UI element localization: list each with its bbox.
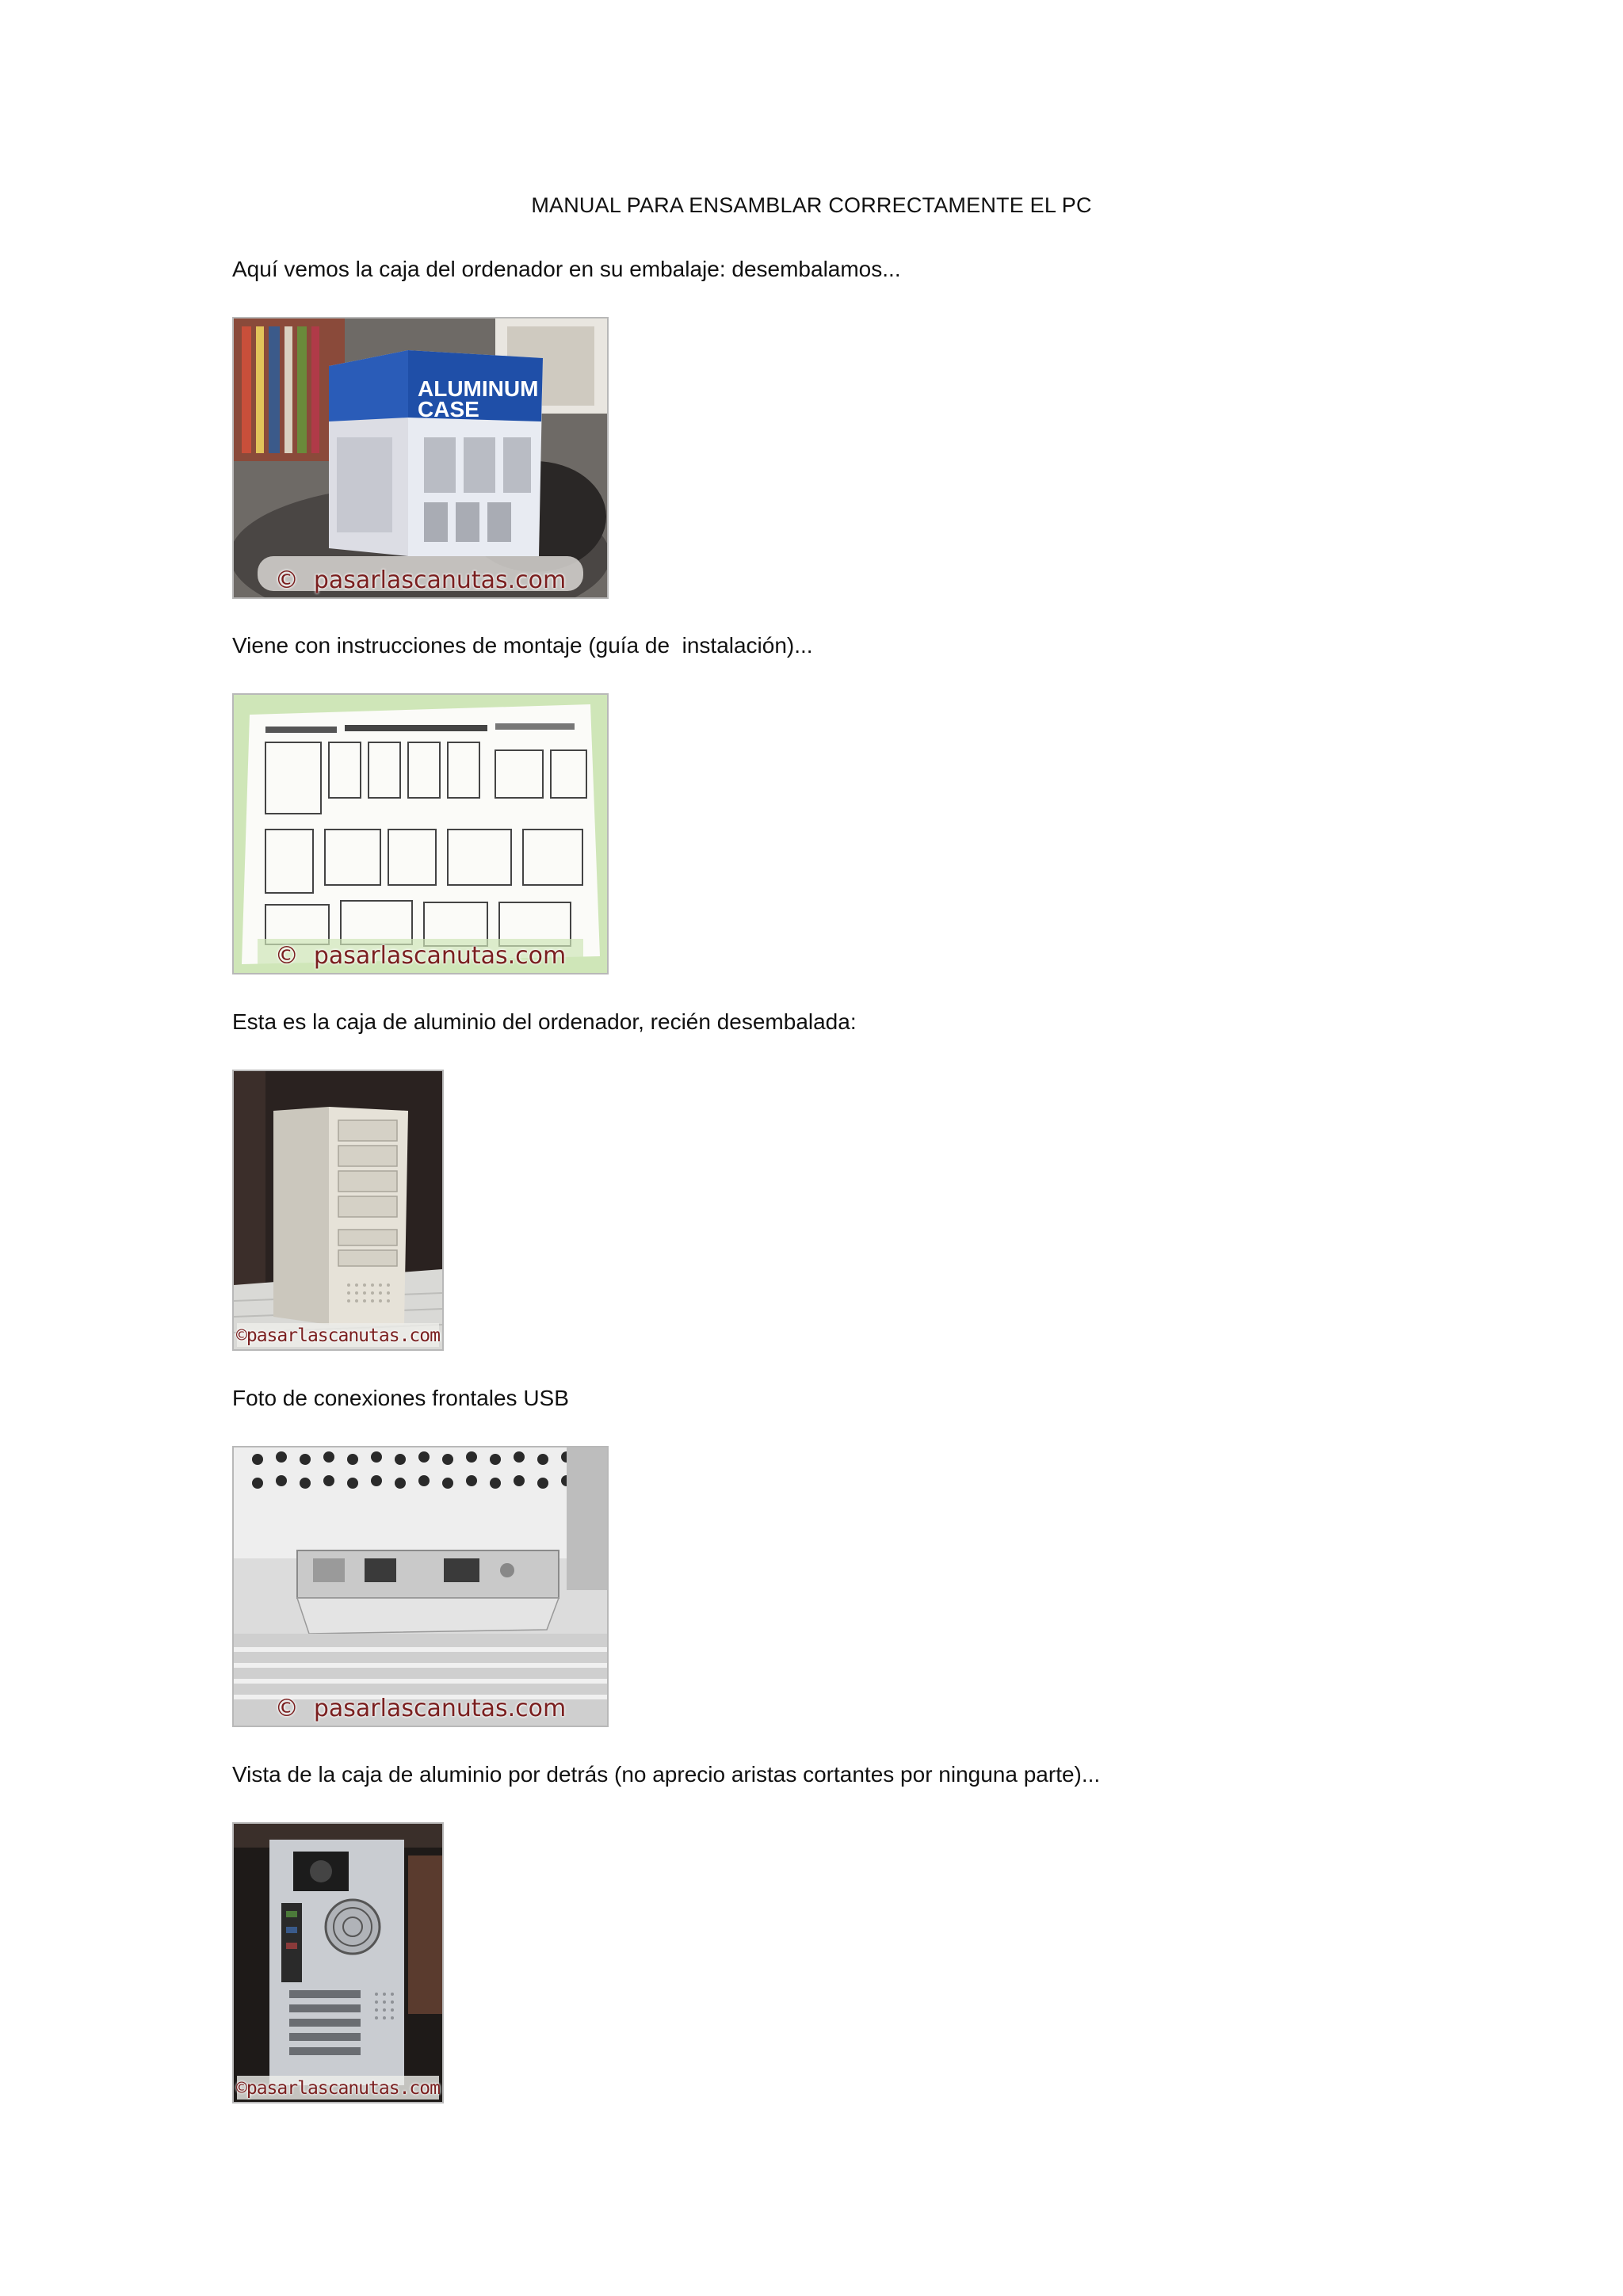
photo-unboxed-case — [232, 1070, 444, 1351]
photo-watermark: © pasarlascanutas.com — [274, 942, 567, 970]
caption-unboxed-case: Esta es la caja de aluminio del ordenador, recién desembalada: — [232, 1009, 857, 1034]
caption-instructions: Viene con instrucciones de montaje (guía de instalación)... — [232, 633, 813, 658]
photo-rear-view — [232, 1822, 444, 2103]
photo-usb-front-graphic — [234, 1447, 607, 1726]
photo-watermark: © pasarlascanutas.com — [274, 1695, 567, 1722]
photo-instructions-sheet — [232, 693, 609, 974]
photo-rear-view-graphic — [234, 1824, 442, 2102]
box-print-text: ALUMINUM — [418, 376, 539, 401]
photo-unboxed-case-graphic — [234, 1071, 442, 1349]
caption-rear-view: Vista de la caja de aluminio por detrás (no aprecio aristas cortantes por ninguna parte)... — [232, 1762, 1101, 1787]
caption-unboxing: Aquí vemos la caja del ordenador en su embalaje: desembalamos... — [232, 257, 901, 281]
page-title: MANUAL PARA ENSAMBLAR CORRECTAMENTE EL PC — [531, 193, 1092, 217]
photo-usb-front — [232, 1446, 609, 1727]
photo-watermark: ©pasarlascanutas.com — [236, 2078, 440, 2099]
photo-boxed-case — [232, 317, 609, 599]
photo-watermark: © pasarlascanutas.com — [274, 566, 567, 594]
svg-text:CASE: CASE — [418, 397, 479, 421]
photo-instructions-graphic — [234, 695, 607, 973]
photo-watermark: ©pasarlascanutas.com — [236, 1325, 440, 1346]
photo-boxed-case-graphic — [234, 318, 607, 597]
caption-usb-front: Foto de conexiones frontales USB — [232, 1386, 569, 1410]
